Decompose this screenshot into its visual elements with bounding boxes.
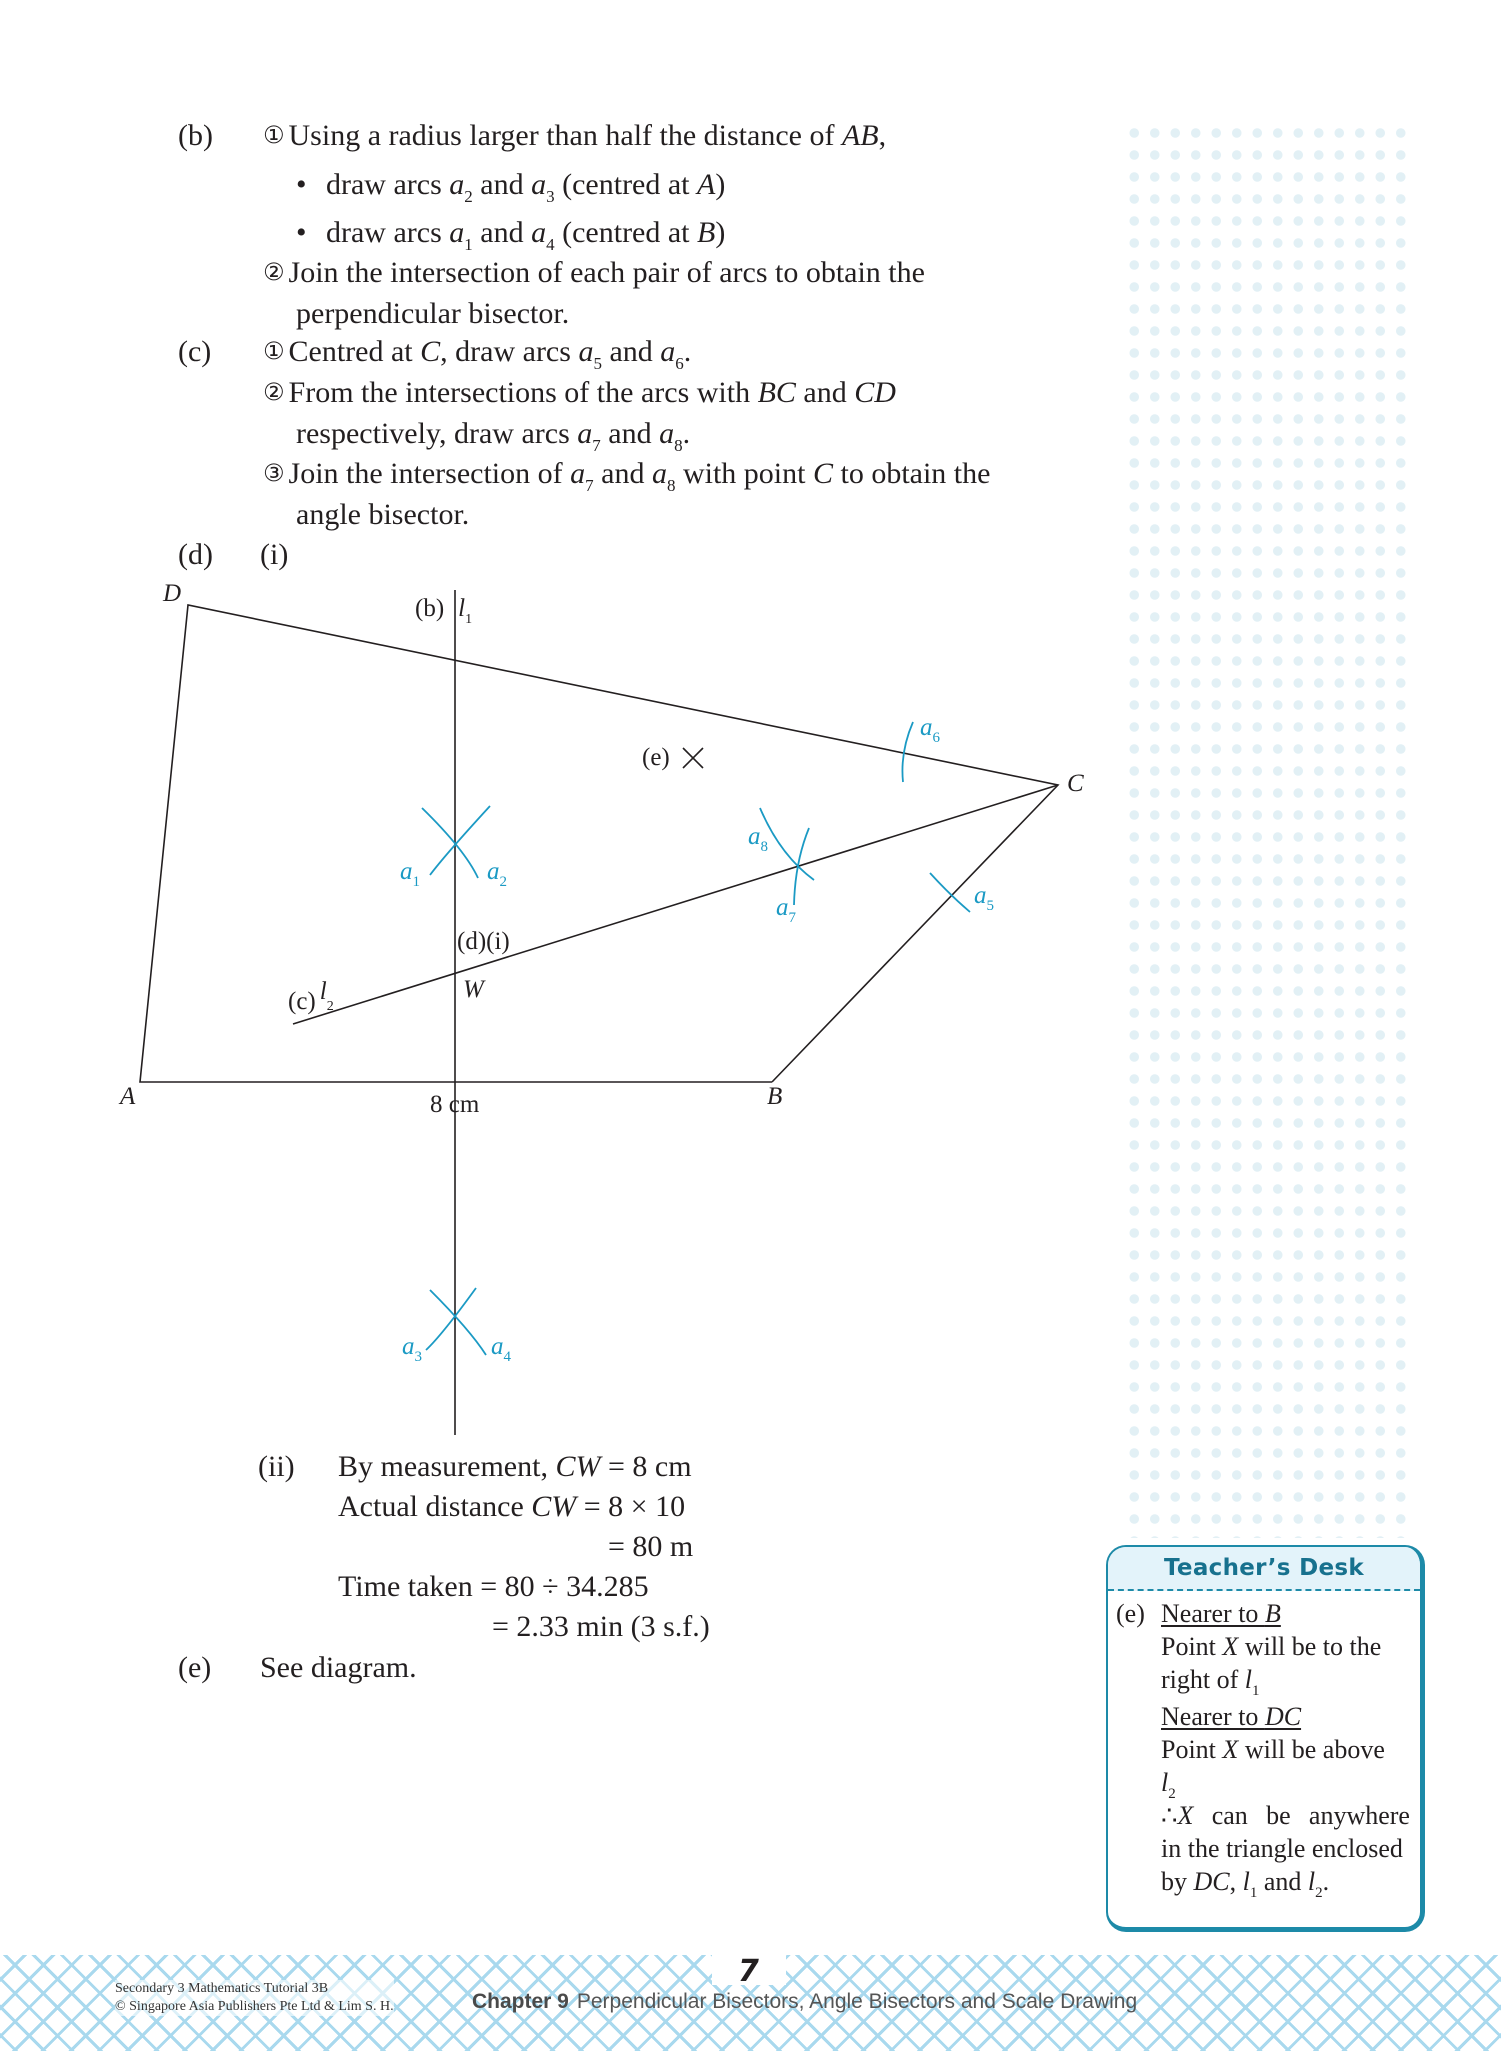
d-ii-line-3: = 80 m — [608, 1530, 694, 1563]
part-d-sub-ii: (ii) — [258, 1450, 295, 1483]
arc-label-a5: $a_5$ — [974, 882, 994, 914]
part-b-step2-cont: perpendicular bisector. — [296, 297, 570, 330]
part-b-bullet2: • draw arcs $a_1$ and $a_4$ (centred at B) — [178, 213, 925, 253]
part-c-step2-cont: respectively, draw arcs $a_7$ and $a_8$. — [296, 417, 691, 455]
arc-a4 — [430, 1290, 486, 1355]
point-label-d: D — [163, 580, 182, 607]
part-c-step1: (c) ① Centred at C, draw arcs $a_5$ and $a_6$. — [178, 332, 990, 373]
part-c-label: (c) — [178, 335, 212, 368]
d-ii-line-2: Actual distance CW = 8 × 10 — [338, 1490, 686, 1523]
step-number-2: ② — [263, 258, 285, 286]
e-label: (e) — [642, 744, 670, 771]
part-b-step2: ② Join the intersection of each pair of arcs to obtain the — [263, 256, 925, 289]
l2-label: (c) $l_2$ — [288, 978, 334, 1015]
point-x-mark — [683, 748, 703, 768]
step-number-1: ① — [263, 337, 285, 365]
point-label-a: A — [120, 1083, 136, 1110]
bullet-icon: • — [296, 216, 307, 249]
part-e: (e) See diagram. — [178, 1648, 417, 1688]
arc-label-a2: $a_2$ — [487, 858, 507, 890]
part-d-ii — [258, 1447, 710, 1647]
point-label-c: C — [1067, 770, 1084, 797]
d-ii-line-4: Time taken = 80 ÷ 34.285 — [338, 1570, 649, 1603]
part-c-step3-cont: angle bisector. — [296, 498, 470, 531]
teachers-desk-body: (e) Nearer to B Point X will be to the right of $l_1$ Nearer to DC Point X will be above $l_2$ ∴X can be anywhere in the triangle enclosed by DC, $l_1$ and $l_2$. — [1116, 1599, 1410, 1901]
heading-nearer-to-dc: Nearer to DC — [1161, 1702, 1302, 1731]
l1-label: (b) $l_1$ — [415, 595, 473, 627]
arc-label-a6: $a_6$ — [920, 714, 940, 746]
page-number: 7 — [738, 1954, 759, 1989]
d-ii-line-5: = 2.33 min (3 s.f.) — [492, 1610, 710, 1643]
part-d-sub-i: (i) — [260, 538, 289, 571]
bullet-icon: • — [296, 168, 307, 201]
arc-label-a8: $a_8$ — [748, 823, 768, 855]
point-label-w: W — [463, 976, 484, 1003]
part-c-step2: ② From the intersections of the arcs with BC and CD — [263, 376, 896, 409]
point-label-b: B — [767, 1083, 783, 1110]
quadrilateral-abcd — [140, 605, 1058, 1082]
arc-a1 — [430, 806, 490, 875]
arc-a6 — [902, 722, 913, 782]
heading-nearer-to-b: Nearer to B — [1161, 1599, 1281, 1628]
arc-a3 — [426, 1288, 476, 1350]
part-e-label: (e) — [178, 1651, 212, 1684]
step-number-3: ③ — [263, 459, 285, 487]
teachers-desk-title: Teacher’s Desk — [1108, 1547, 1420, 1591]
part-b-label: (b) — [178, 119, 213, 152]
arc-label-a1: $a_1$ — [400, 858, 420, 890]
arc-label-a4: $a_4$ — [491, 1333, 511, 1365]
copyright: © Singapore Asia Publishers Pte Ltd & Lim S. H. — [115, 1999, 394, 2014]
step-number-2: ② — [263, 378, 285, 406]
arc-a2 — [422, 808, 478, 878]
publisher-info — [115, 1980, 394, 2016]
book-title: Secondary 3 Mathematics Tutorial 3B — [115, 1981, 329, 1996]
d-ii-line-1: (ii) By measurement, CW = 8 cm — [258, 1447, 710, 1487]
arc-label-a3: $a_3$ — [402, 1333, 422, 1365]
part-b-bullet1: • draw arcs $a_2$ and $a_3$ (centred at A) — [178, 165, 925, 205]
arc-a5 — [930, 873, 970, 912]
arc-label-a7: $a_7$ — [776, 894, 796, 926]
step-number-1: ① — [263, 121, 285, 149]
part-d-label: (d) — [178, 538, 213, 571]
chapter-title: Chapter 9 Perpendicular Bisectors, Angle Bisectors and Scale Drawing — [472, 1990, 1138, 2013]
base-length-label: 8 cm — [430, 1091, 480, 1118]
part-b-step1: (b) ① Using a radius larger than half the distance of AB, — [178, 116, 925, 157]
chapter-label: Chapter 9 — [472, 1990, 569, 2013]
part-c-step3: ③ Join the intersection of $a_7$ and $a_8$ with point C to obtain the — [263, 457, 991, 495]
teachers-desk-box — [1106, 1545, 1425, 1932]
d-i-label: (d)(i) — [457, 928, 510, 955]
